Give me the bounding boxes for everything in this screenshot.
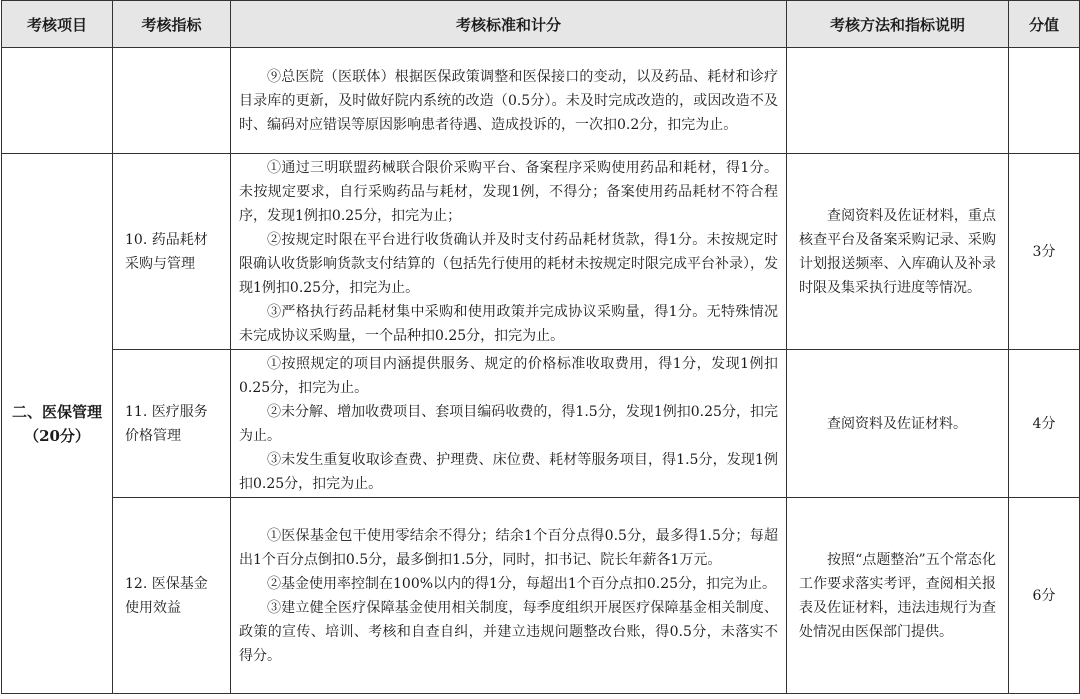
standard-line: ③建立健全医疗保障基金使用相关制度，每季度组织开展医疗保障基金相关制度、政策的宣传、培训、考核和自查自纠，并建立违规问题整改台账，得0.5分，未落实不得分。 xyxy=(239,599,778,664)
header-standard: 考核标准和计分 xyxy=(231,1,787,48)
indicator-cell-empty xyxy=(113,48,231,154)
score-cell-empty xyxy=(1009,48,1080,154)
table-row-12 xyxy=(2,498,1080,694)
method-text: 查阅资料及佐证材料。 xyxy=(827,415,967,432)
category-cell-medical-insurance: 二、医保管理（20分） xyxy=(2,154,113,694)
standard-cell-12 xyxy=(231,498,787,694)
standard-cell-10 xyxy=(231,154,787,350)
standard-line: ②按规定时限在平台进行收货确认并及时支付药品耗材货款，得1分。未按规定时限确认收货影响货款支付结算的（包括先行使用的耗材未按规定时限完成平台补录），发现1例扣0.25分，扣完为止。 xyxy=(239,231,778,296)
header-indicator: 考核指标 xyxy=(113,1,231,48)
score-12: 6分 xyxy=(1009,498,1080,694)
indicator-12: 12. 医保基金使用效益 xyxy=(113,498,231,694)
standard-line: ③未发生重复收取诊查费、护理费、床位费、耗材等服务项目，得1.5分，发现1例扣0.25分，扣完为止。 xyxy=(239,451,778,492)
header-category: 考核项目 xyxy=(2,1,113,48)
standard-line: ②未分解、增加收费项目、套项目编码收费的，得1.5分，发现1例扣0.25分，扣完为止。 xyxy=(239,403,778,444)
method-cell-11 xyxy=(787,350,1009,498)
standard-line: ①按照规定的项目内涵提供服务、规定的价格标准收取费用，得1分，发现1例扣0.25分，扣完为止。 xyxy=(239,355,778,396)
indicator-11: 11. 医疗服务价格管理 xyxy=(113,350,231,498)
header-row xyxy=(2,1,1080,48)
standard-line: ⑨总医院（医联体）根据医保政策调整和医保接口的变动，以及药品、耗材和诊疗目录库的更新，及时做好院内系统的改造（0.5分）。未及时完成改造的，或因改造不及时、编码对应错误等原因影响患者待遇、造成投诉的，一次扣0.2分，扣完为止。 xyxy=(239,68,778,133)
method-text: 查阅资料及佐证材料，重点核查平台及备案采购记录、采购计划报送频率、入库确认及补录时限及集采执行进度等情况。 xyxy=(799,207,996,296)
method-cell-10 xyxy=(787,154,1009,350)
assessment-table xyxy=(1,0,1080,694)
standard-cell-continued xyxy=(231,48,787,154)
category-cell-empty xyxy=(2,48,113,154)
standard-line: ①医保基金包干使用零结余不得分；结余1个百分点得0.5分，最多得1.5分；每超出1个百分点倒扣0.5分，最多倒扣1.5分，同时，扣书记、院长年薪各1万元。 xyxy=(239,527,778,568)
method-cell-12 xyxy=(787,498,1009,694)
standard-line: ③严格执行药品耗材集中采购和使用政策并完成协议采购量，得1分。无特殊情况未完成协议采购量，一个品种扣0.25分，扣完为止。 xyxy=(239,303,778,344)
method-text: 按照“点题整治”五个常态化工作要求落实考评，查阅相关报表及佐证材料，违法违规行为查处情况由医保部门提供。 xyxy=(799,551,996,640)
table-row-continued xyxy=(2,48,1080,154)
table-row-11 xyxy=(2,350,1080,498)
table-row-10 xyxy=(2,154,1080,350)
indicator-10: 10. 药品耗材采购与管理 xyxy=(113,154,231,350)
score-11: 4分 xyxy=(1009,350,1080,498)
standard-cell-11 xyxy=(231,350,787,498)
standard-line: ①通过三明联盟药械联合限价采购平台、备案程序采购使用药品和耗材，得1分。未按规定要求，自行采购药品与耗材，发现1例，不得分；备案使用药品耗材不符合程序，发现1例扣0.25分，扣完为止； xyxy=(239,159,778,224)
header-method: 考核方法和指标说明 xyxy=(787,1,1009,48)
method-cell-empty xyxy=(787,48,1009,154)
score-10: 3分 xyxy=(1009,154,1080,350)
header-score: 分值 xyxy=(1009,1,1080,48)
standard-line: ②基金使用率控制在100%以内的得1分，每超出1个百分点扣0.25分，扣完为止。 xyxy=(267,575,777,592)
